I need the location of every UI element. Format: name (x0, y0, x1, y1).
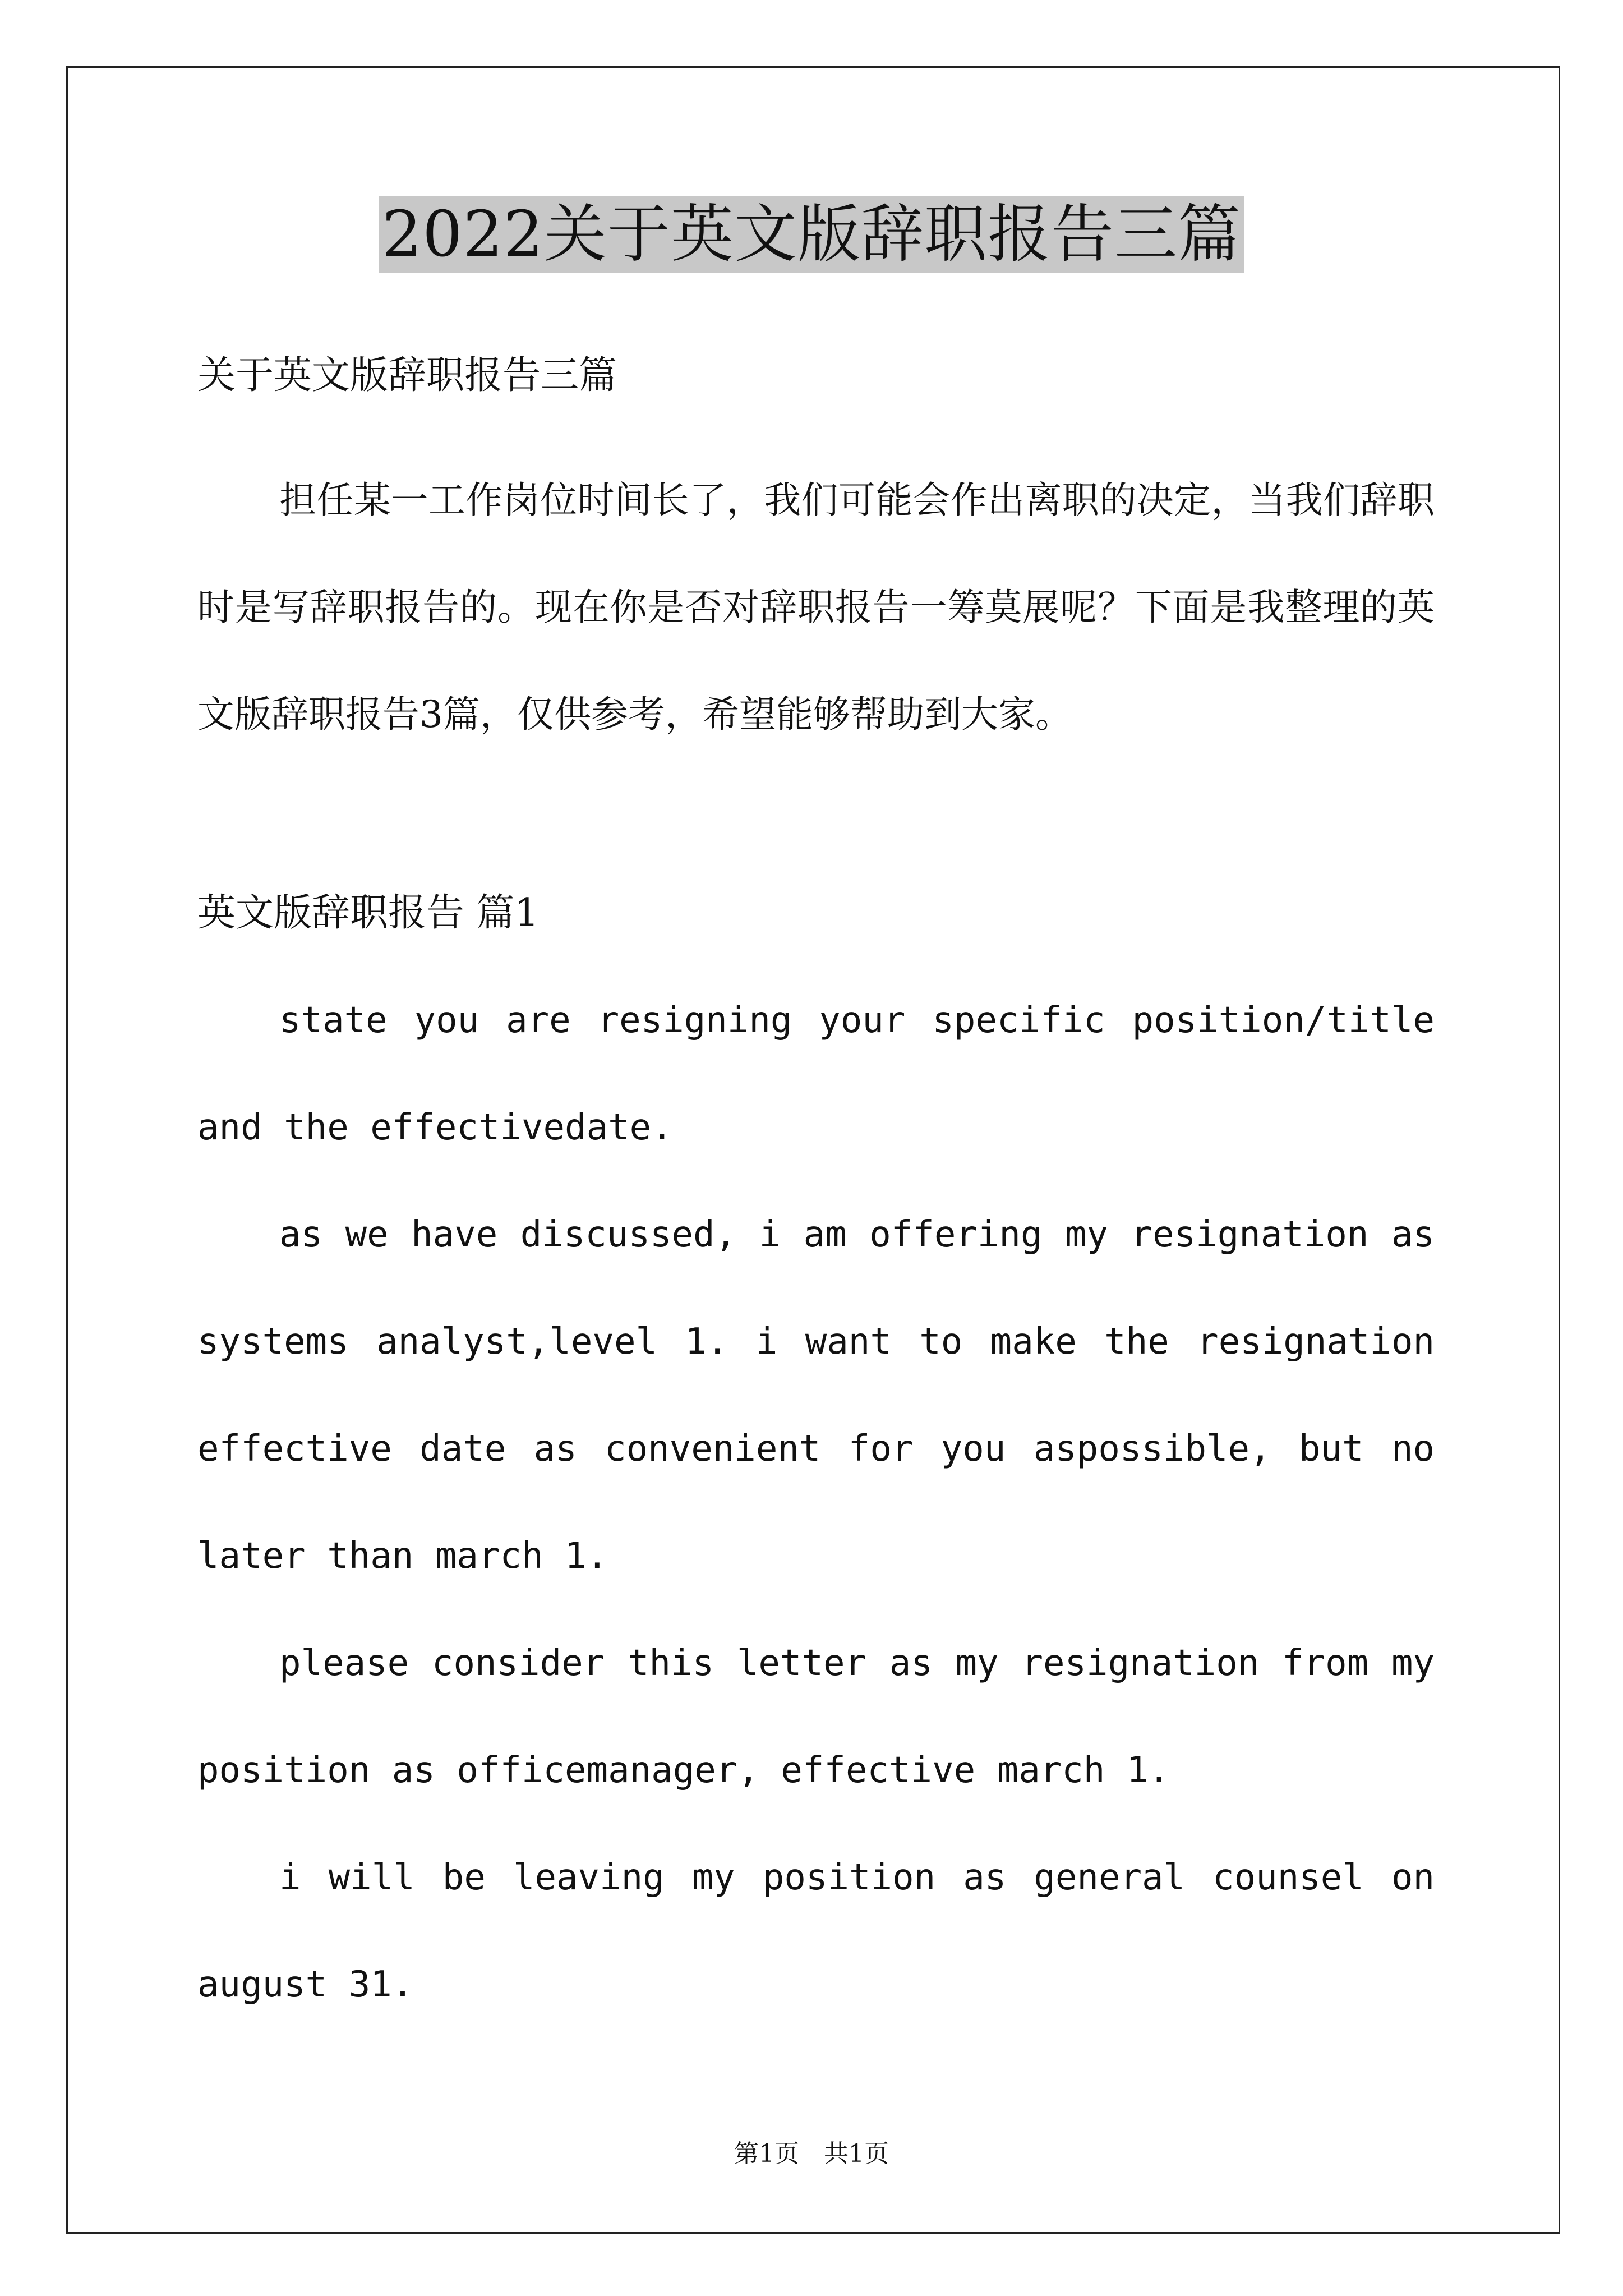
body-paragraph-3: please consider this letter as my resignation from my position as officemanager, effective march 1. (197, 1642, 1435, 1791)
body-paragraph-2: as we have discussed, i am offering my resignation as systems analyst,level 1. i want to make the resignation effective date as convenient for you aspossible, but no later than march 1. (197, 1214, 1435, 1577)
intro-paragraph: 担任某一工作岗位时间长了，我们可能会作出离职的决定，当我们辞职时是写辞职报告的。现在你是否对辞职报告一筹莫展呢？下面是我整理的英文版辞职报告3篇，仅供参考，希望能够帮助到大家。 (197, 478, 1435, 736)
document-subtitle: 关于英文版辞职报告三篇 (197, 353, 617, 398)
section-heading: 英文版辞职报告 篇1 (197, 891, 539, 935)
body-paragraph-4: i will be leaving my position as general counsel on august 31. (197, 1857, 1435, 2005)
title-container (0, 196, 1623, 273)
document-title: 2022关于英文版辞职报告三篇 (379, 196, 1244, 273)
page-number-footer: 第1页 共1页 (734, 2139, 889, 2168)
body-paragraph-1: state you are resigning your specific position/title and the effectivedate. (197, 1000, 1435, 1148)
